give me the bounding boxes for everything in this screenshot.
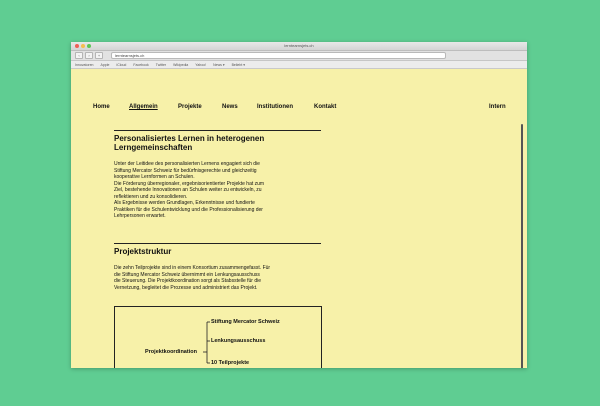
nav-kontakt[interactable]: Kontakt [314,104,337,110]
section-heading: Projektstruktur [114,247,172,256]
browser-toolbar [71,51,527,61]
bookmark-item[interactable]: Wikipedia [173,62,189,67]
org-child-label: Stiftung Mercator Schweiz [211,319,280,325]
title-bar [71,42,527,51]
org-child-label: 10 Teilprojekte [211,360,250,366]
org-child-label: Lenkungsausschuss [211,338,266,344]
bookmark-item[interactable]: Facebook [133,62,149,67]
url-field[interactable]: lerntearnsjets.ch [111,52,446,59]
bookmark-item[interactable]: Twitter [155,62,167,67]
bookmark-item[interactable]: Beliebt ▾ [231,62,246,67]
bookmarks-bar [71,61,527,69]
back-icon[interactable]: ‹ [75,52,83,59]
share-icon[interactable]: + [95,52,103,59]
forward-icon[interactable]: › [85,52,93,59]
section-intro [114,130,321,220]
nav-institutionen[interactable]: Institutionen [257,104,293,110]
section-text: Unter der Leitidee des personalisierten Lernens engagiert sich die Stiftung Mercator Schweiz für bedürfnisgerechte und gleichzeitig kooperative Lernformen an Schulen. Die Förderung überregionaler, ergebnisorientierter Projekte hat zum Ziel, bestehende Innovationen an Schulen weiter zu entwickeln, zu reflektieren und zu konsolidieren. Als Ergebnisse werden Grundlagen, Erkenntnisse und fundierte Praktiken für die Schulentwicklung und die Professionalisierung der Lehrpersonen erwartet. [114,161,265,219]
section-text: Die zehn Teilprojekte sind in einem Konsortium zusammengefasst. Für die Stiftung Mercator Schweiz übernimmt ein Lenkungsausschuss die Steuerung. Die Projektkoordination sorgt als Stabsstelle für die Vernetzung, begleitet die Prozesse und administriert das Projekt. [114,265,271,291]
nav-projekte[interactable]: Projekte [178,104,202,110]
bookmark-item[interactable]: Innovatoren [75,62,94,67]
web-page [71,69,527,368]
bookmark-item[interactable]: Yahoo! [195,62,207,67]
section-projektstruktur [114,243,321,291]
bookmark-item[interactable]: iCloud [116,62,127,67]
bookmark-item[interactable]: News ▾ [213,62,225,67]
window-title: lerntearnsjets.ch [284,43,314,48]
main-navigation [71,104,527,114]
nav-intern[interactable]: Intern [489,104,506,110]
org-root-label: Projektkoordination [145,349,197,355]
browser-window [71,42,527,368]
nav-news[interactable]: News [222,104,238,110]
section-heading: Personalisiertes Lernen in heterogenen Lerngemeinschaften [114,134,265,152]
page-scrollbar[interactable] [521,124,523,368]
divider [114,243,321,244]
divider [114,130,321,131]
nav-home[interactable]: Home [93,104,110,110]
bookmark-item[interactable]: Apple [100,62,110,67]
org-chart [114,306,322,368]
nav-allgemein[interactable]: Allgemein [129,104,158,110]
